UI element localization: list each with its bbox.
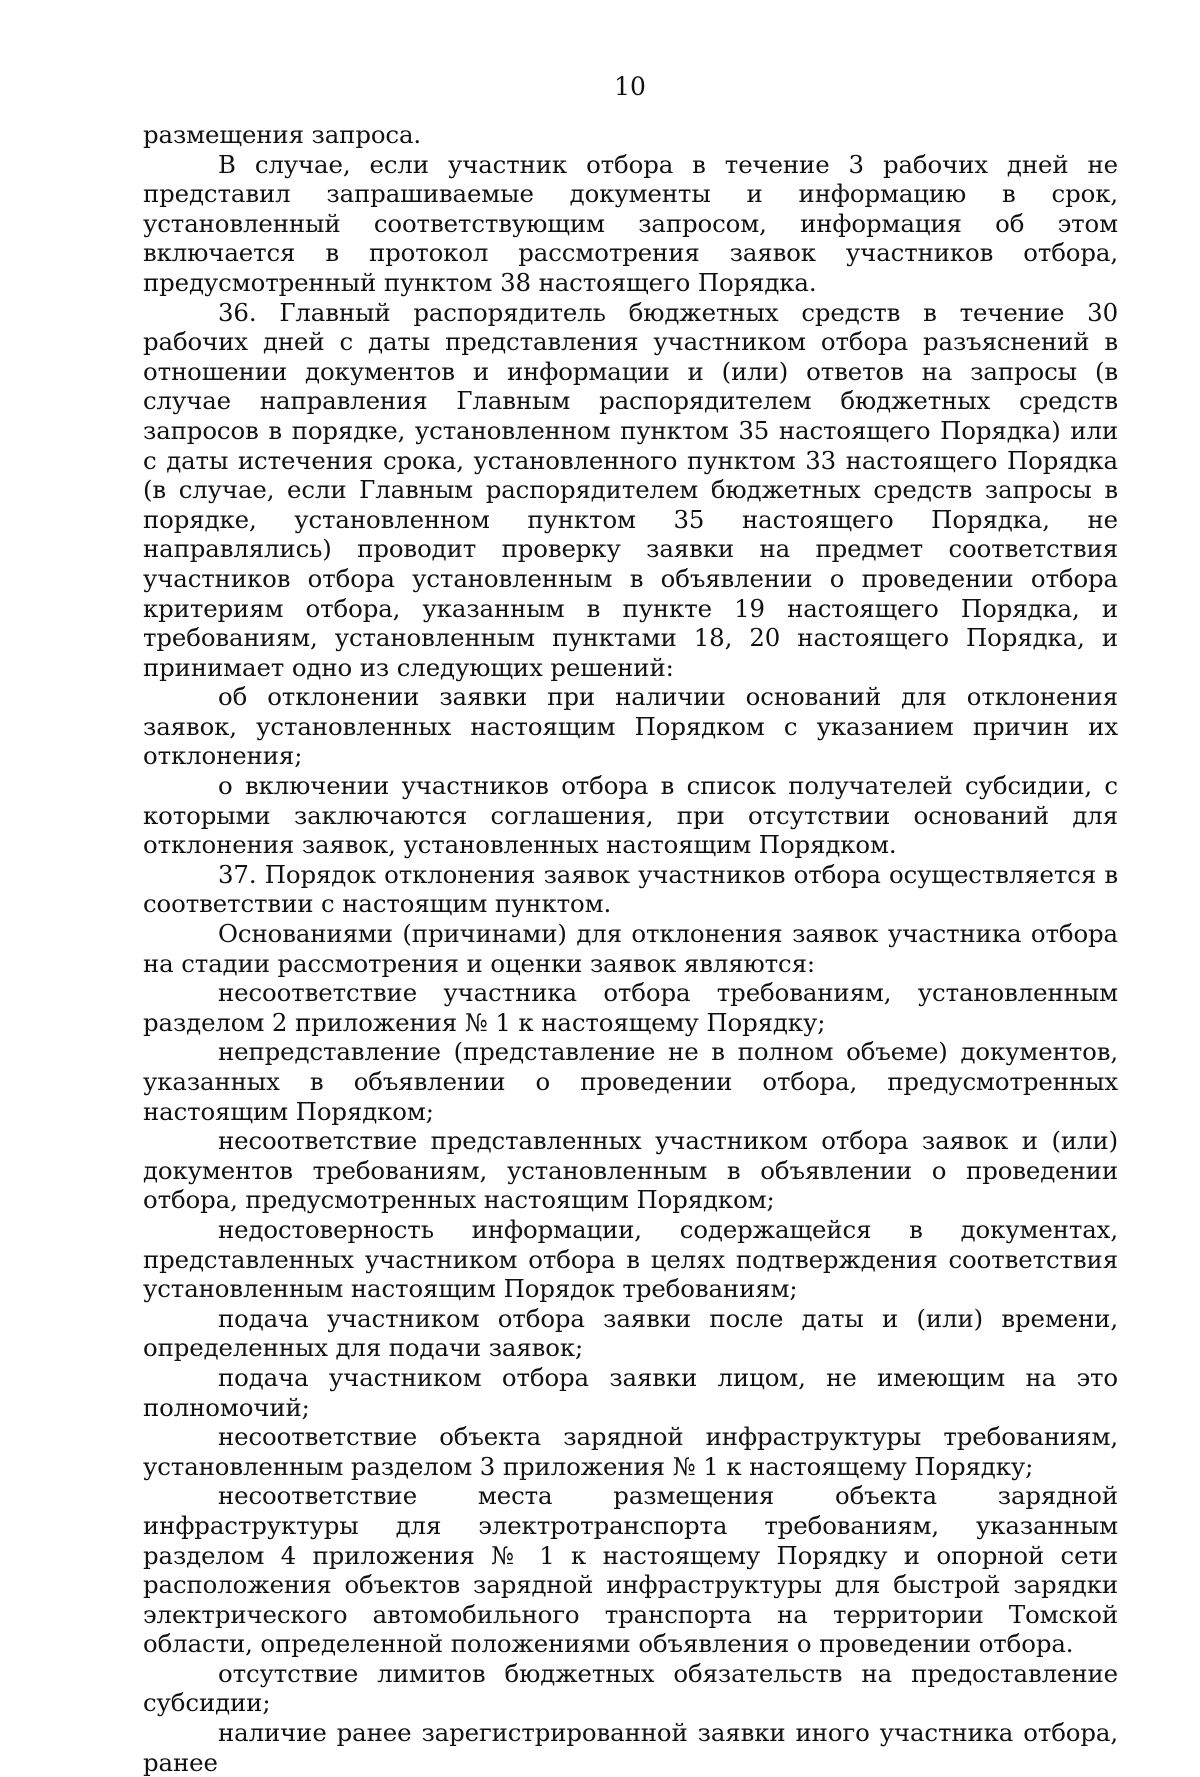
- paragraph-ground-requirements: несоответствие участника отбора требованиям, установленным разделом 2 приложения № 1 к настоящему Порядку;: [143, 978, 1118, 1037]
- paragraph-rejection-grounds-intro: Основаниями (причинами) для отклонения заявок участника отбора на стадии рассмотрения и оценки заявок являются:: [143, 919, 1118, 978]
- paragraph-ground-no-budget: отсутствие лимитов бюджетных обязательств на предоставление субсидии;: [143, 1658, 1118, 1718]
- paragraph-missing-documents: В случае, если участник отбора в течение 3 рабочих дней не представил запрашиваемые документы и информацию в срок, установленный соответствующим запросом, информация об этом включается в протокол рассмотрения заявок участников отбора, предусмотренный пунктом 38 настоящего Порядка.: [143, 149, 1118, 297]
- paragraph-ground-false-info: недостоверность информации, содержащейся в документах, представленных участником отбора в целях подтверждения соответствия установленным настоящим Порядок требованиям;: [143, 1214, 1118, 1304]
- paragraph-ground-location-mismatch: несоответствие места размещения объекта зарядной инфраструктуры для электротранспорта требованиям, указанным разделом 4 приложения № 1 к настоящему Порядку и опорной сети расположения объектов зарядной инфраструктуры для быстрой зарядки электрического автомобильного транспорта на территории Томской области, определенной положениями объявления о проведении отбора.: [143, 1481, 1118, 1659]
- paragraph-decision-include: о включении участников отбора в список получателей субсидии, с которыми заключаются соглашения, при отсутствии оснований для отклонения заявок, установленных настоящим Порядком.: [143, 771, 1118, 860]
- page-number: 10: [614, 72, 646, 101]
- paragraph-clause-37: 37. Порядок отклонения заявок участников отбора осуществляется в соответствии с настоящим пунктом.: [143, 859, 1118, 919]
- document-body: [143, 120, 1118, 1777]
- paragraph-decision-reject: об отклонении заявки при наличии оснований для отклонения заявок, установленных настоящим Порядком с указанием причин их отклонения;: [143, 682, 1118, 771]
- paragraph-continuation: размещения запроса.: [143, 120, 422, 149]
- paragraph-ground-nonconforming-docs: несоответствие представленных участником отбора заявок и (или) документов требованиям, установленным в объявлении о проведении отбора, предусмотренных настоящим Порядком;: [143, 1126, 1118, 1215]
- paragraph-ground-no-authority: подача участником отбора заявки лицом, не имеющим на это полномочий;: [143, 1362, 1118, 1422]
- paragraph-ground-prior-application: наличие ранее зарегистрированной заявки иного участника отбора, ранее: [143, 1718, 1118, 1777]
- paragraph-ground-missing-docs: непредставление (представление не в полном объеме) документов, указанных в объявлении о проведении отбора, предусмотренных настоящим Порядком;: [143, 1037, 1118, 1126]
- paragraph-clause-36: 36. Главный распорядитель бюджетных средств в течение 30 рабочих дней с даты представления участником отбора разъяснений в отношении документов и информации и (или) ответов на запросы (в случае направления Главным распорядителем бюджетных средств запросов в порядке, установленном пунктом 35 настоящего Порядка) или с даты истечения срока, установленного пунктом 33 настоящего Порядка (в случае, если Главным распорядителем бюджетных средств запросы в порядке, установленном пунктом 35 настоящего Порядка, не направлялись) проводит проверку заявки на предмет соответствия участников отбора установленным в объявлении о проведении отбора критериям отбора, указанным в пункте 19 настоящего Порядка, и требованиям, установленным пунктами 18, 20 настоящего Порядка, и принимает одно из следующих решений:: [143, 297, 1118, 682]
- paragraph-ground-late-submission: подача участником отбора заявки после даты и (или) времени, определенных для подачи заявок;: [143, 1303, 1118, 1363]
- paragraph-ground-object-mismatch: несоответствие объекта зарядной инфраструктуры требованиям, установленным разделом 3 приложения № 1 к настоящему Порядку;: [143, 1422, 1118, 1481]
